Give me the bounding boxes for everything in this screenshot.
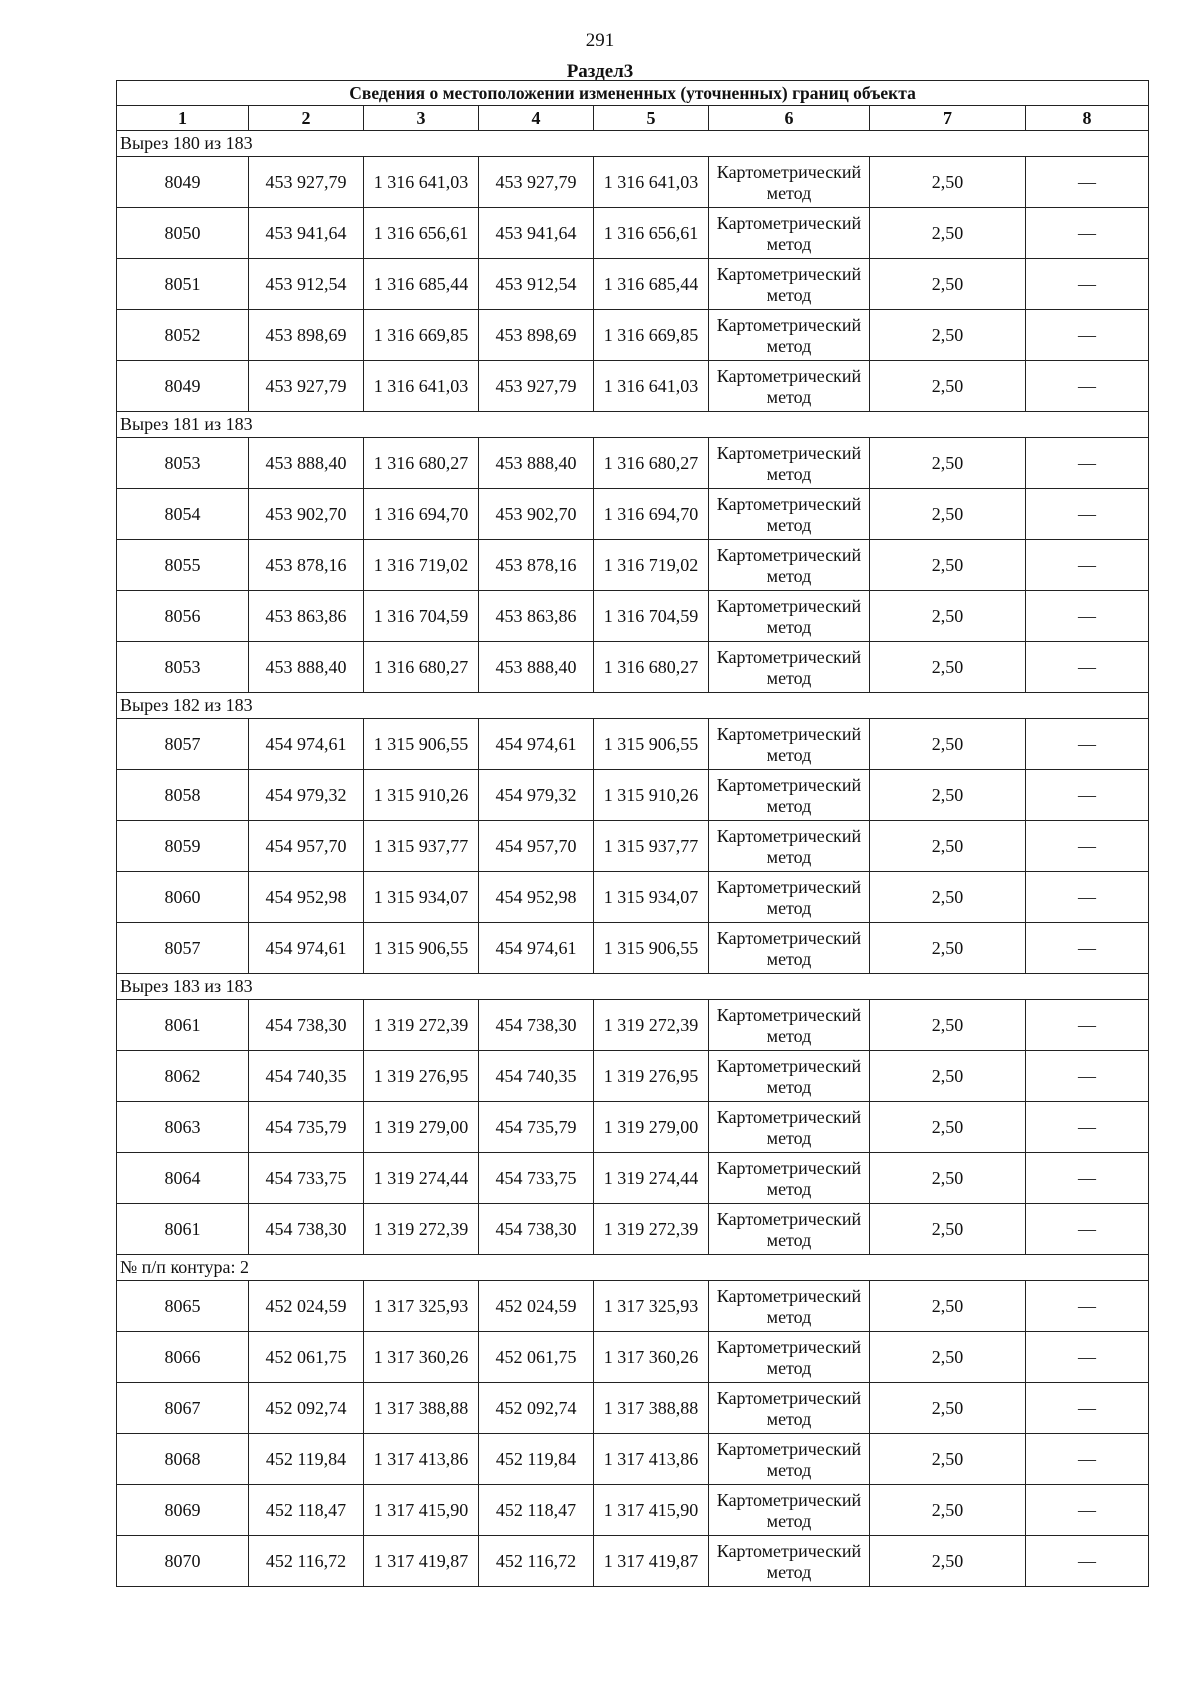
y-coordinate-cell: 1 319 276,95 xyxy=(594,1051,709,1102)
dash-cell: — xyxy=(1026,489,1149,540)
point-number-cell: 8061 xyxy=(117,1000,249,1051)
point-number-cell: 8061 xyxy=(117,1204,249,1255)
x-coordinate-cell: 453 902,70 xyxy=(249,489,364,540)
method-cell: Картометрический метод xyxy=(709,1153,870,1204)
accuracy-cell: 2,50 xyxy=(870,1051,1026,1102)
dash-cell: — xyxy=(1026,1051,1149,1102)
table-row xyxy=(117,923,1149,974)
table-row xyxy=(117,259,1149,310)
y-coordinate-cell: 1 317 419,87 xyxy=(364,1536,479,1587)
x-coordinate-cell: 454 957,70 xyxy=(479,821,594,872)
point-number-cell: 8056 xyxy=(117,591,249,642)
point-number-cell: 8068 xyxy=(117,1434,249,1485)
column-number: 2 xyxy=(249,106,364,131)
dash-cell: — xyxy=(1026,310,1149,361)
accuracy-cell: 2,50 xyxy=(870,923,1026,974)
y-coordinate-cell: 1 316 704,59 xyxy=(364,591,479,642)
y-coordinate-cell: 1 315 934,07 xyxy=(364,872,479,923)
x-coordinate-cell: 454 952,98 xyxy=(249,872,364,923)
method-cell: Картометрический метод xyxy=(709,1051,870,1102)
y-coordinate-cell: 1 316 680,27 xyxy=(594,438,709,489)
dash-cell: — xyxy=(1026,1153,1149,1204)
point-number-cell: 8051 xyxy=(117,259,249,310)
point-number-cell: 8070 xyxy=(117,1536,249,1587)
x-coordinate-cell: 452 024,59 xyxy=(479,1281,594,1332)
table-row xyxy=(117,208,1149,259)
y-coordinate-cell: 1 319 272,39 xyxy=(364,1000,479,1051)
column-number-row xyxy=(117,106,1149,131)
group-label: Вырез 183 из 183 xyxy=(117,974,1149,1000)
y-coordinate-cell: 1 315 906,55 xyxy=(594,923,709,974)
column-number: 3 xyxy=(364,106,479,131)
dash-cell: — xyxy=(1026,540,1149,591)
method-cell: Картометрический метод xyxy=(709,1485,870,1536)
y-coordinate-cell: 1 316 719,02 xyxy=(364,540,479,591)
accuracy-cell: 2,50 xyxy=(870,1332,1026,1383)
y-coordinate-cell: 1 316 669,85 xyxy=(364,310,479,361)
x-coordinate-cell: 454 738,30 xyxy=(479,1204,594,1255)
x-coordinate-cell: 453 927,79 xyxy=(249,361,364,412)
dash-cell: — xyxy=(1026,361,1149,412)
group-label: Вырез 182 из 183 xyxy=(117,693,1149,719)
y-coordinate-cell: 1 317 360,26 xyxy=(364,1332,479,1383)
group-header-row xyxy=(117,974,1149,1000)
x-coordinate-cell: 452 092,74 xyxy=(249,1383,364,1434)
dash-cell: — xyxy=(1026,770,1149,821)
method-cell: Картометрический метод xyxy=(709,591,870,642)
y-coordinate-cell: 1 319 272,39 xyxy=(594,1204,709,1255)
y-coordinate-cell: 1 316 641,03 xyxy=(364,361,479,412)
table-row xyxy=(117,770,1149,821)
method-cell: Картометрический метод xyxy=(709,1383,870,1434)
y-coordinate-cell: 1 316 680,27 xyxy=(364,438,479,489)
y-coordinate-cell: 1 317 415,90 xyxy=(364,1485,479,1536)
table-row xyxy=(117,1536,1149,1587)
y-coordinate-cell: 1 317 413,86 xyxy=(364,1434,479,1485)
y-coordinate-cell: 1 317 415,90 xyxy=(594,1485,709,1536)
accuracy-cell: 2,50 xyxy=(870,361,1026,412)
dash-cell: — xyxy=(1026,1434,1149,1485)
x-coordinate-cell: 452 119,84 xyxy=(249,1434,364,1485)
x-coordinate-cell: 453 898,69 xyxy=(249,310,364,361)
y-coordinate-cell: 1 316 669,85 xyxy=(594,310,709,361)
method-cell: Картометрический метод xyxy=(709,157,870,208)
group-header-row xyxy=(117,1255,1149,1281)
x-coordinate-cell: 453 863,86 xyxy=(479,591,594,642)
y-coordinate-cell: 1 317 325,93 xyxy=(594,1281,709,1332)
y-coordinate-cell: 1 319 272,39 xyxy=(364,1204,479,1255)
table-row xyxy=(117,1383,1149,1434)
y-coordinate-cell: 1 317 325,93 xyxy=(364,1281,479,1332)
point-number-cell: 8052 xyxy=(117,310,249,361)
table-row xyxy=(117,540,1149,591)
y-coordinate-cell: 1 316 641,03 xyxy=(594,361,709,412)
point-number-cell: 8054 xyxy=(117,489,249,540)
table-body xyxy=(117,131,1149,1587)
y-coordinate-cell: 1 319 279,00 xyxy=(364,1102,479,1153)
x-coordinate-cell: 454 957,70 xyxy=(249,821,364,872)
y-coordinate-cell: 1 315 906,55 xyxy=(364,719,479,770)
accuracy-cell: 2,50 xyxy=(870,1102,1026,1153)
x-coordinate-cell: 452 061,75 xyxy=(249,1332,364,1383)
x-coordinate-cell: 454 979,32 xyxy=(479,770,594,821)
x-coordinate-cell: 453 927,79 xyxy=(249,157,364,208)
table-row xyxy=(117,591,1149,642)
dash-cell: — xyxy=(1026,1204,1149,1255)
accuracy-cell: 2,50 xyxy=(870,540,1026,591)
x-coordinate-cell: 454 733,75 xyxy=(249,1153,364,1204)
dash-cell: — xyxy=(1026,438,1149,489)
y-coordinate-cell: 1 317 360,26 xyxy=(594,1332,709,1383)
accuracy-cell: 2,50 xyxy=(870,259,1026,310)
point-number-cell: 8059 xyxy=(117,821,249,872)
method-cell: Картометрический метод xyxy=(709,208,870,259)
accuracy-cell: 2,50 xyxy=(870,1434,1026,1485)
column-number: 1 xyxy=(117,106,249,131)
x-coordinate-cell: 453 898,69 xyxy=(479,310,594,361)
table-row xyxy=(117,1204,1149,1255)
y-coordinate-cell: 1 315 937,77 xyxy=(364,821,479,872)
table-row xyxy=(117,361,1149,412)
point-number-cell: 8057 xyxy=(117,923,249,974)
method-cell: Картометрический метод xyxy=(709,259,870,310)
x-coordinate-cell: 453 888,40 xyxy=(479,438,594,489)
x-coordinate-cell: 454 974,61 xyxy=(249,923,364,974)
method-cell: Картометрический метод xyxy=(709,642,870,693)
group-label: № п/п контура: 2 xyxy=(117,1255,1149,1281)
table-row xyxy=(117,1153,1149,1204)
x-coordinate-cell: 453 888,40 xyxy=(479,642,594,693)
method-cell: Картометрический метод xyxy=(709,310,870,361)
y-coordinate-cell: 1 315 910,26 xyxy=(364,770,479,821)
point-number-cell: 8053 xyxy=(117,438,249,489)
table-row xyxy=(117,310,1149,361)
dash-cell: — xyxy=(1026,872,1149,923)
point-number-cell: 8050 xyxy=(117,208,249,259)
dash-cell: — xyxy=(1026,719,1149,770)
y-coordinate-cell: 1 316 680,27 xyxy=(364,642,479,693)
x-coordinate-cell: 452 092,74 xyxy=(479,1383,594,1434)
group-header-row xyxy=(117,412,1149,438)
page-number: 291 xyxy=(585,30,615,51)
x-coordinate-cell: 452 118,47 xyxy=(479,1485,594,1536)
y-coordinate-cell: 1 316 685,44 xyxy=(364,259,479,310)
column-number: 7 xyxy=(870,106,1026,131)
x-coordinate-cell: 454 738,30 xyxy=(249,1204,364,1255)
x-coordinate-cell: 453 863,86 xyxy=(249,591,364,642)
method-cell: Картометрический метод xyxy=(709,821,870,872)
accuracy-cell: 2,50 xyxy=(870,1153,1026,1204)
table-row xyxy=(117,1434,1149,1485)
table-row xyxy=(117,1000,1149,1051)
x-coordinate-cell: 453 912,54 xyxy=(479,259,594,310)
group-header-row xyxy=(117,131,1149,157)
dash-cell: — xyxy=(1026,1281,1149,1332)
x-coordinate-cell: 453 878,16 xyxy=(249,540,364,591)
x-coordinate-cell: 453 888,40 xyxy=(249,438,364,489)
table-row xyxy=(117,1102,1149,1153)
y-coordinate-cell: 1 316 704,59 xyxy=(594,591,709,642)
column-number: 5 xyxy=(594,106,709,131)
y-coordinate-cell: 1 319 274,44 xyxy=(364,1153,479,1204)
table-row xyxy=(117,821,1149,872)
y-coordinate-cell: 1 316 656,61 xyxy=(364,208,479,259)
y-coordinate-cell: 1 317 388,88 xyxy=(594,1383,709,1434)
x-coordinate-cell: 454 738,30 xyxy=(479,1000,594,1051)
y-coordinate-cell: 1 316 694,70 xyxy=(364,489,479,540)
dash-cell: — xyxy=(1026,642,1149,693)
dash-cell: — xyxy=(1026,1332,1149,1383)
y-coordinate-cell: 1 317 388,88 xyxy=(364,1383,479,1434)
section-title: Раздел3 xyxy=(566,61,634,82)
method-cell: Картометрический метод xyxy=(709,1434,870,1485)
table-row xyxy=(117,1281,1149,1332)
x-coordinate-cell: 454 979,32 xyxy=(249,770,364,821)
y-coordinate-cell: 1 315 937,77 xyxy=(594,821,709,872)
y-coordinate-cell: 1 317 419,87 xyxy=(594,1536,709,1587)
method-cell: Картометрический метод xyxy=(709,770,870,821)
x-coordinate-cell: 454 974,61 xyxy=(479,719,594,770)
accuracy-cell: 2,50 xyxy=(870,1204,1026,1255)
point-number-cell: 8063 xyxy=(117,1102,249,1153)
dash-cell: — xyxy=(1026,1536,1149,1587)
column-number: 8 xyxy=(1026,106,1149,131)
table-row xyxy=(117,719,1149,770)
point-number-cell: 8055 xyxy=(117,540,249,591)
y-coordinate-cell: 1 319 274,44 xyxy=(594,1153,709,1204)
x-coordinate-cell: 454 733,75 xyxy=(479,1153,594,1204)
accuracy-cell: 2,50 xyxy=(870,310,1026,361)
y-coordinate-cell: 1 316 685,44 xyxy=(594,259,709,310)
method-cell: Картометрический метод xyxy=(709,1536,870,1587)
accuracy-cell: 2,50 xyxy=(870,872,1026,923)
table-row xyxy=(117,1485,1149,1536)
accuracy-cell: 2,50 xyxy=(870,1383,1026,1434)
x-coordinate-cell: 452 116,72 xyxy=(479,1536,594,1587)
accuracy-cell: 2,50 xyxy=(870,770,1026,821)
y-coordinate-cell: 1 315 910,26 xyxy=(594,770,709,821)
method-cell: Картометрический метод xyxy=(709,1281,870,1332)
point-number-cell: 8049 xyxy=(117,157,249,208)
accuracy-cell: 2,50 xyxy=(870,1485,1026,1536)
method-cell: Картометрический метод xyxy=(709,1204,870,1255)
point-number-cell: 8062 xyxy=(117,1051,249,1102)
dash-cell: — xyxy=(1026,1383,1149,1434)
point-number-cell: 8057 xyxy=(117,719,249,770)
accuracy-cell: 2,50 xyxy=(870,1000,1026,1051)
dash-cell: — xyxy=(1026,1102,1149,1153)
method-cell: Картометрический метод xyxy=(709,1332,870,1383)
point-number-cell: 8053 xyxy=(117,642,249,693)
dash-cell: — xyxy=(1026,259,1149,310)
table-row xyxy=(117,642,1149,693)
x-coordinate-cell: 454 974,61 xyxy=(479,923,594,974)
dash-cell: — xyxy=(1026,1000,1149,1051)
table-row xyxy=(117,872,1149,923)
point-number-cell: 8064 xyxy=(117,1153,249,1204)
x-coordinate-cell: 452 118,47 xyxy=(249,1485,364,1536)
point-number-cell: 8069 xyxy=(117,1485,249,1536)
x-coordinate-cell: 453 888,40 xyxy=(249,642,364,693)
method-cell: Картометрический метод xyxy=(709,923,870,974)
column-number: 6 xyxy=(709,106,870,131)
accuracy-cell: 2,50 xyxy=(870,719,1026,770)
table-row xyxy=(117,1332,1149,1383)
y-coordinate-cell: 1 316 641,03 xyxy=(594,157,709,208)
y-coordinate-cell: 1 316 680,27 xyxy=(594,642,709,693)
y-coordinate-cell: 1 319 279,00 xyxy=(594,1102,709,1153)
dash-cell: — xyxy=(1026,821,1149,872)
method-cell: Картометрический метод xyxy=(709,719,870,770)
y-coordinate-cell: 1 317 413,86 xyxy=(594,1434,709,1485)
table-row xyxy=(117,489,1149,540)
accuracy-cell: 2,50 xyxy=(870,591,1026,642)
accuracy-cell: 2,50 xyxy=(870,208,1026,259)
x-coordinate-cell: 454 740,35 xyxy=(249,1051,364,1102)
x-coordinate-cell: 454 974,61 xyxy=(249,719,364,770)
method-cell: Картометрический метод xyxy=(709,872,870,923)
method-cell: Картометрический метод xyxy=(709,361,870,412)
point-number-cell: 8049 xyxy=(117,361,249,412)
x-coordinate-cell: 454 735,79 xyxy=(249,1102,364,1153)
method-cell: Картометрический метод xyxy=(709,540,870,591)
dash-cell: — xyxy=(1026,591,1149,642)
point-number-cell: 8067 xyxy=(117,1383,249,1434)
point-number-cell: 8058 xyxy=(117,770,249,821)
table-row xyxy=(117,438,1149,489)
dash-cell: — xyxy=(1026,157,1149,208)
x-coordinate-cell: 453 912,54 xyxy=(249,259,364,310)
accuracy-cell: 2,50 xyxy=(870,1536,1026,1587)
y-coordinate-cell: 1 315 906,55 xyxy=(594,719,709,770)
group-label: Вырез 181 из 183 xyxy=(117,412,1149,438)
method-cell: Картометрический метод xyxy=(709,1000,870,1051)
x-coordinate-cell: 453 878,16 xyxy=(479,540,594,591)
x-coordinate-cell: 453 902,70 xyxy=(479,489,594,540)
x-coordinate-cell: 454 738,30 xyxy=(249,1000,364,1051)
table-caption: Сведения о местоположении измененных (уточненных) границ объекта xyxy=(117,81,1149,106)
point-number-cell: 8065 xyxy=(117,1281,249,1332)
y-coordinate-cell: 1 316 641,03 xyxy=(364,157,479,208)
y-coordinate-cell: 1 316 656,61 xyxy=(594,208,709,259)
accuracy-cell: 2,50 xyxy=(870,821,1026,872)
y-coordinate-cell: 1 316 719,02 xyxy=(594,540,709,591)
table-row xyxy=(117,157,1149,208)
accuracy-cell: 2,50 xyxy=(870,1281,1026,1332)
x-coordinate-cell: 454 735,79 xyxy=(479,1102,594,1153)
y-coordinate-cell: 1 316 694,70 xyxy=(594,489,709,540)
method-cell: Картометрический метод xyxy=(709,489,870,540)
point-number-cell: 8060 xyxy=(117,872,249,923)
dash-cell: — xyxy=(1026,923,1149,974)
x-coordinate-cell: 452 061,75 xyxy=(479,1332,594,1383)
x-coordinate-cell: 453 941,64 xyxy=(479,208,594,259)
x-coordinate-cell: 452 024,59 xyxy=(249,1281,364,1332)
x-coordinate-cell: 452 116,72 xyxy=(249,1536,364,1587)
accuracy-cell: 2,50 xyxy=(870,157,1026,208)
y-coordinate-cell: 1 315 906,55 xyxy=(364,923,479,974)
x-coordinate-cell: 454 952,98 xyxy=(479,872,594,923)
y-coordinate-cell: 1 315 934,07 xyxy=(594,872,709,923)
dash-cell: — xyxy=(1026,1485,1149,1536)
y-coordinate-cell: 1 319 272,39 xyxy=(594,1000,709,1051)
accuracy-cell: 2,50 xyxy=(870,489,1026,540)
dash-cell: — xyxy=(1026,208,1149,259)
x-coordinate-cell: 453 927,79 xyxy=(479,157,594,208)
boundary-coordinates-table xyxy=(116,80,1149,1587)
group-label: Вырез 180 из 183 xyxy=(117,131,1149,157)
column-number: 4 xyxy=(479,106,594,131)
x-coordinate-cell: 453 927,79 xyxy=(479,361,594,412)
group-header-row xyxy=(117,693,1149,719)
x-coordinate-cell: 454 740,35 xyxy=(479,1051,594,1102)
x-coordinate-cell: 452 119,84 xyxy=(479,1434,594,1485)
x-coordinate-cell: 453 941,64 xyxy=(249,208,364,259)
method-cell: Картометрический метод xyxy=(709,1102,870,1153)
method-cell: Картометрический метод xyxy=(709,438,870,489)
table-row xyxy=(117,1051,1149,1102)
table-caption-row xyxy=(117,81,1149,106)
point-number-cell: 8066 xyxy=(117,1332,249,1383)
accuracy-cell: 2,50 xyxy=(870,438,1026,489)
y-coordinate-cell: 1 319 276,95 xyxy=(364,1051,479,1102)
accuracy-cell: 2,50 xyxy=(870,642,1026,693)
